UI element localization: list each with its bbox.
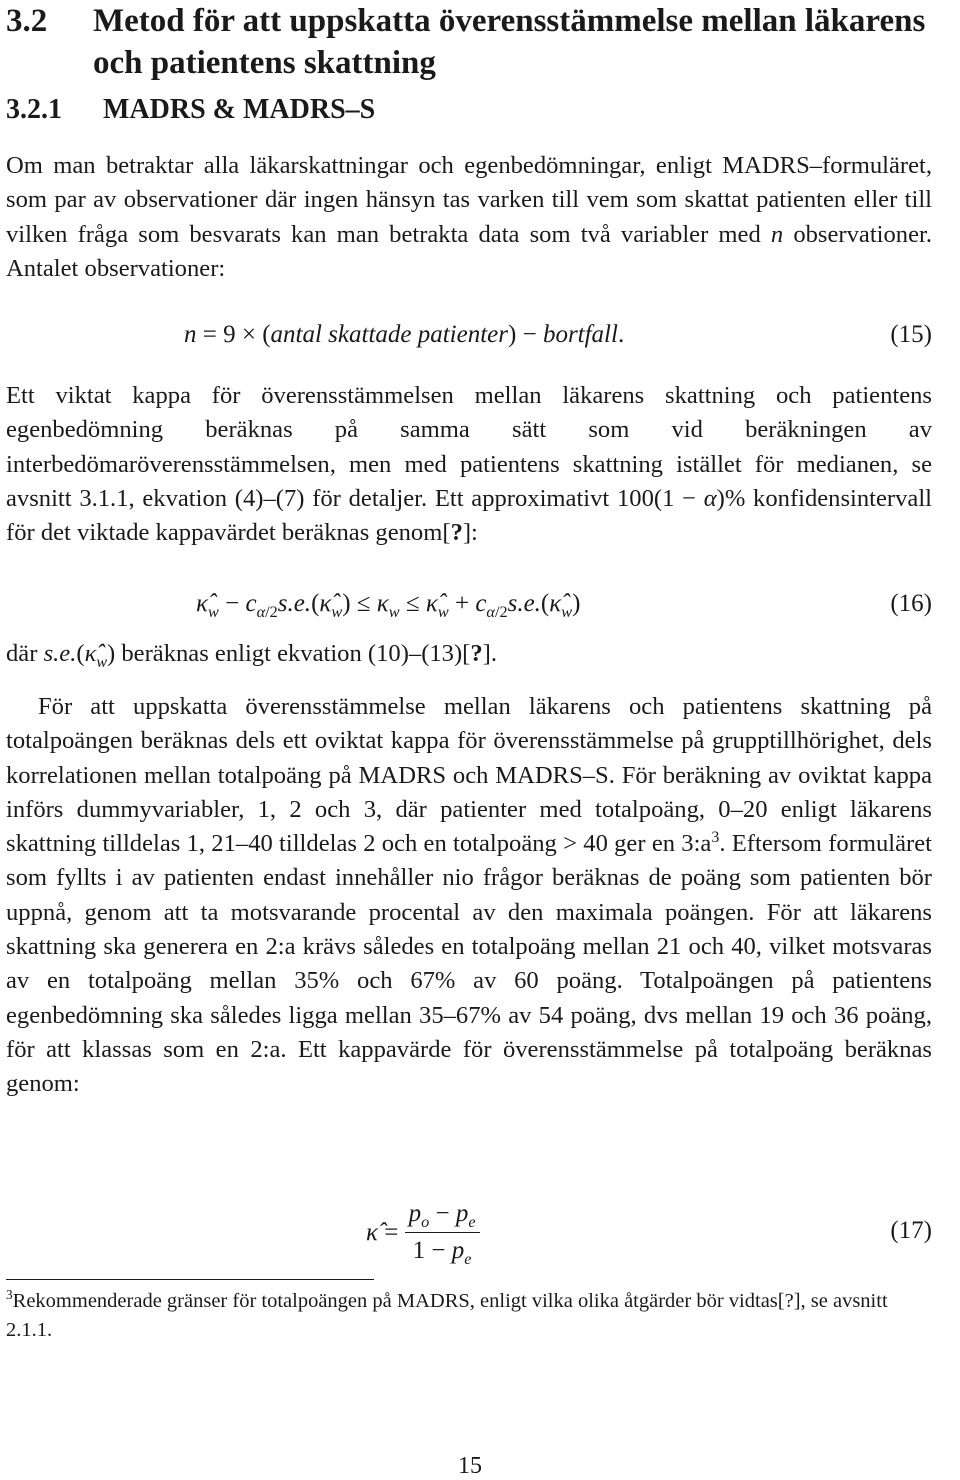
footnote-divider (6, 1279, 374, 1280)
equation-17-body: κ̂ = $\frac{p_o - p_e}{1 - p_e}$ (366, 1196, 480, 1269)
equation-15-body: n = 9 × (antal skattade patienter) − bortfall. (184, 321, 625, 348)
subsection-number: 3.2.1 (6, 94, 62, 125)
section-heading (6, 0, 946, 84)
equation-17-denominator: $1 - p_e$ (412, 1237, 472, 1268)
paragraph-total-score: För att uppskatta överensstämmelse mellan läkarens och patientens skattning på totalpoängen beräknas dels ett oviktat kappa för överensstämmelse på grupptillhörighet, dels korrelationen mellan totalpoäng på MADRS och MADRS–S. För beräkning av oviktat kappa införs dummyvariabler, 1, 2 och 3, där patienter med totalpoäng, 0–20 enligt läkarens skattning tilldelas 1, 21–40 tilldelas 2 och en totalpoäng > 40 ger en $3:a^3$. Eftersom formuläret som fyllts i av patienten endast innehåller nio frågor beräknas de poäng som patienten bör uppnå, genom att ta motsvarande procental av den maximala poängen. För att läkarens skattning ska generera en 2:a krävs således en totalpoäng mellan 21 och 40, vilket motsvaras av en totalpoäng mellan 35% och 67% av 60 poäng. Totalpoängen på patientens egenbedömning ska således ligga mellan 35–67% av 54 poäng, dvs mellan 19 och 36 poäng, för att klassas som en 2:a. Ett kappavärde för överensstämmelse på totalpoäng beräknas genom: (6, 693, 932, 1098)
equation-17-fraction (405, 1196, 480, 1269)
paragraph-observation-pairs: Om man betraktar alla läkarskattningar och egenbedömningar, enligt MADRS–formuläret, som par av observationer där ingen hänsyn tas varken till vem som skattat patienten eller till vilken fråga som besvarats kan man betrakta data som två variabler med n observationer. Antalet observationer: (6, 152, 932, 282)
equation-16-body: $\kappâ_w$ − $c_{\alpha/2}s.e.(\kappâ_w) \le \kappa_w$ ≤ $\kappâ_w$ + $c_{\alpha/2}s.e.(\kappâ_w)$ (196, 590, 581, 621)
section-number: 3.2 (6, 3, 48, 39)
subsection-heading (6, 92, 375, 128)
page-number: 15 (458, 1453, 482, 1479)
equation-17-number: (17) (890, 1217, 932, 1244)
equation-17-numerator: $p_o - p_e$ (405, 1196, 480, 1233)
subsection-title: MADRS & MADRS–S (103, 94, 376, 125)
equation-17 (0, 1196, 932, 1276)
equation-15-number: (15) (890, 321, 932, 348)
equation-16-number: (16) (890, 590, 932, 617)
footnote-marker: 3 (6, 1287, 13, 1303)
paragraph-weighted-kappa: Ett viktat kappa för överensstämmelsen mellan läkarens skattning och patientens egenbedömning beräknas på samma sätt som vid beräkningen av interbedömaröverensstämmelsen, men med patientens skattning istället för medianen, se avsnitt 3.1.1, ekvation (4)–(7) för detaljer. Ett approximativt 100(1 − α)% konfidensintervall för det viktade kappavärdet beräknas genom[?]: (6, 382, 932, 547)
section-title: Metod för att uppskatta överensstämmelse mellan läkarens och patientens skattning (93, 3, 926, 81)
footnote (6, 1287, 938, 1345)
paragraph-se-reference: där $s.e.(\kappâ_w)$ beräknas enligt ekvation (10)–(13)[?]. (6, 640, 497, 671)
footnote-text: Rekommenderade gränser för totalpoängen på MADRS, enligt vilka olika åtgärder bör vidtas[?], se avsnitt 2.1.1. (6, 1290, 888, 1341)
